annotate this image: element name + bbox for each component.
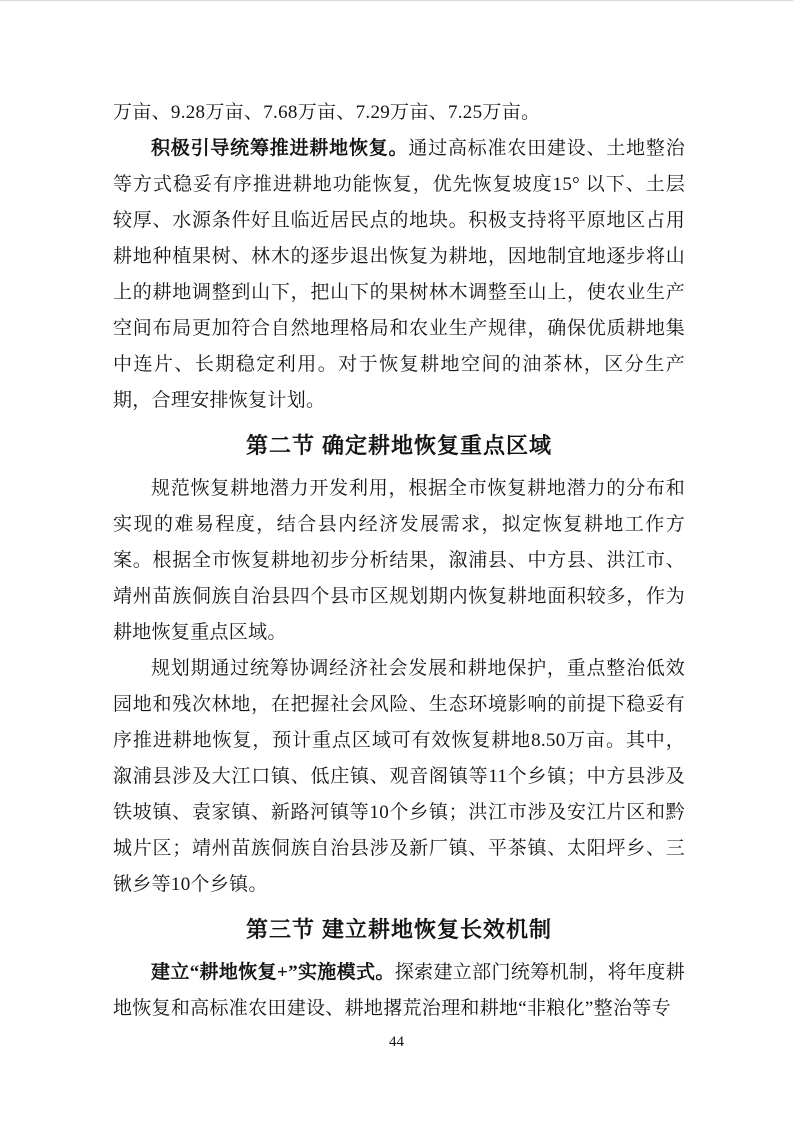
paragraph-text: 通过高标准农田建设、土地整治等方式稳妥有序推进耕地功能恢复，优先恢复坡度15° 以下、土层较厚、水源条件好且临近居民点的地块。积极支持将平原地区占用耕地种植果树、林木的逐步退出恢复为耕地，因地制宜地逐步将山上的耕地调整到山下，把山下的果树林木调整至山上，使农业生产空间布局更加符合自然地理格局和农业生产规律，确保优质耕地集中连片、长期稳定利用。对于恢复耕地空间的油茶林，区分生产期，合理安排恢复计划。 bbox=[113, 138, 686, 411]
paragraph-lead-bold: 建立“耕地恢复+”实施模式。 bbox=[151, 962, 395, 983]
section-heading-2: 第二节 确定耕地恢复重点区域 bbox=[245, 433, 553, 458]
section-heading-3: 第三节 建立耕地恢复长效机制 bbox=[245, 917, 553, 942]
paragraph bbox=[113, 131, 685, 419]
paragraph-text: 规划期通过统筹协调经济社会发展和耕地保护，重点整治低效园地和残次林地，在把握社会风险、生态环境影响的前提下稳妥有序推进耕地恢复，预计重点区域可有效恢复耕地8.50万亩。其中，溆浦县涉及大江口镇、低庄镇、观音阁镇等11个乡镇；中方县涉及铁坡镇、袁家镇、新路河镇等10个乡镇；洪江市涉及安江片区和黔城片区；靖州苗族侗族自治县涉及新厂镇、平茶镇、太阳坪乡、三锹乡等10个乡镇。 bbox=[113, 658, 685, 895]
paragraph-text: 探索建立部门统筹机制，将年度耕地恢复和高标准农田建设、耕地撂荒治理和耕地“非粮化”整治等专 bbox=[113, 962, 685, 1019]
document-content bbox=[113, 95, 685, 1027]
paragraph-text: 规范恢复耕地潜力开发利用，根据全市恢复耕地潜力的分布和实现的难易程度，结合县内经济发展需求，拟定恢复耕地工作方案。根据全市恢复耕地初步分析结果，溆浦县、中方县、洪江市、靖州苗族侗族自治县四个县市区规划期内恢复耕地面积较多，作为耕地恢复重点区域。 bbox=[113, 478, 685, 643]
paragraph bbox=[113, 955, 685, 1027]
paragraph-lead-bold: 积极引导统筹推进耕地恢复。 bbox=[151, 138, 409, 159]
page-number: 44 bbox=[389, 1034, 404, 1050]
paragraph bbox=[113, 471, 685, 651]
page-footer bbox=[0, 1033, 793, 1051]
paragraph bbox=[113, 651, 685, 903]
paragraph-text: 万亩、9.28万亩、7.68万亩、7.29万亩、7.25万亩。 bbox=[113, 102, 541, 123]
paragraph-continuation bbox=[113, 95, 685, 131]
